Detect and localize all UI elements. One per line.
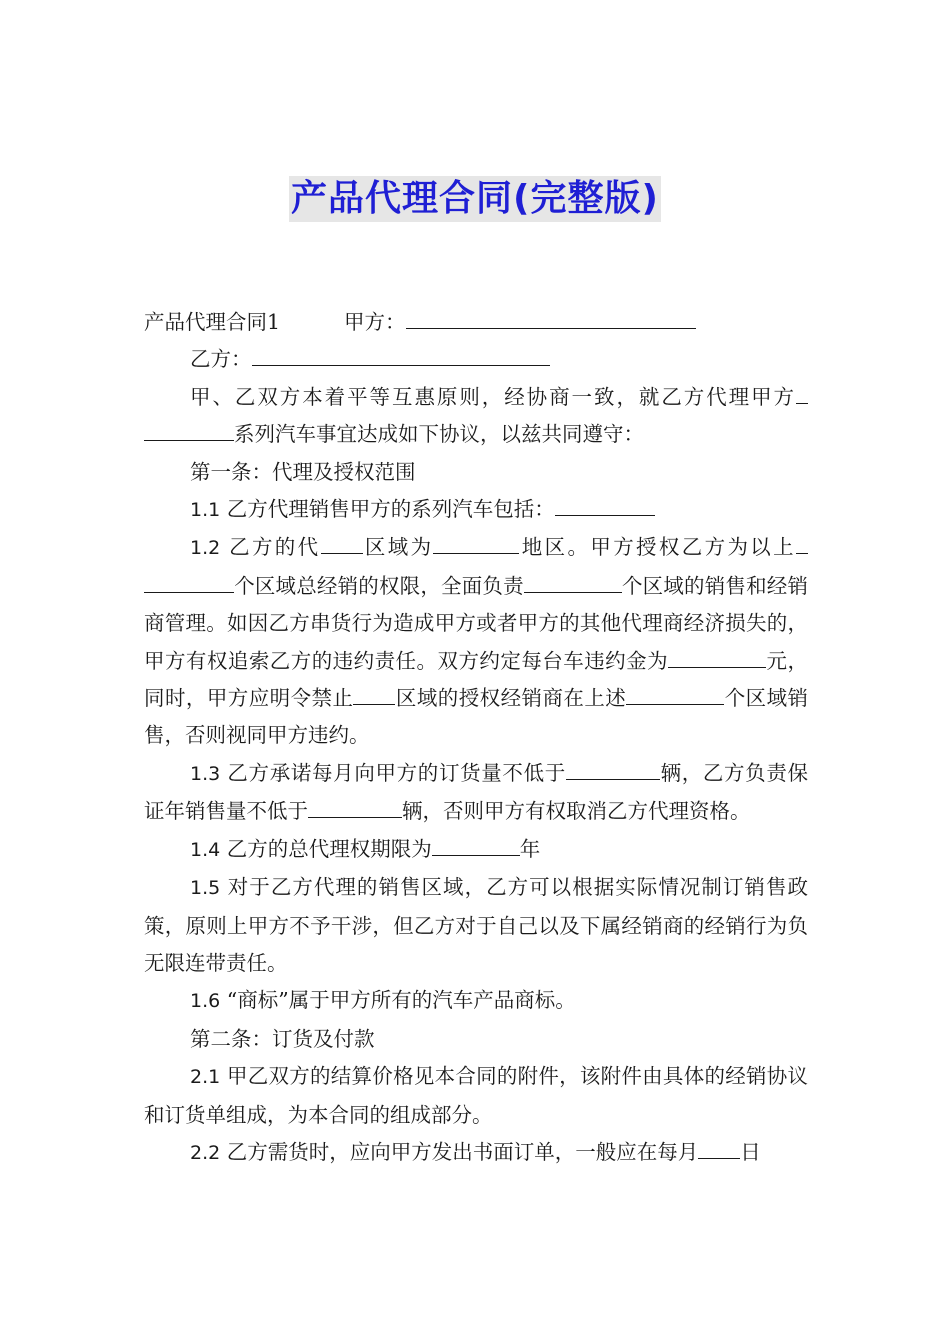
clause-number: 1.6 xyxy=(190,990,221,1013)
clause-1-2-blank-7 xyxy=(626,703,724,705)
clause-text: 元，同时，甲方应明令禁止 xyxy=(144,648,809,711)
clause-text: 辆，乙方负责保证年销售量不低于 xyxy=(144,760,808,824)
party-b-blank xyxy=(252,364,550,366)
clause-1-2-blank-4 xyxy=(524,591,622,593)
clause-1-2-blank-6 xyxy=(353,703,395,705)
clause-number: 2.2 xyxy=(190,1141,221,1164)
party-b-line xyxy=(144,341,808,378)
clause-text: 乙方的总代理权期限为 xyxy=(226,836,432,861)
clause-number: 2.1 xyxy=(190,1066,221,1089)
clause-number: 1.5 xyxy=(190,877,221,900)
article-2-heading: 第二条：订货及付款 xyxy=(190,1026,375,1051)
clause-1-1-blank xyxy=(555,514,655,516)
clause-1-4-blank xyxy=(432,854,520,856)
clause-2-1 xyxy=(144,1058,808,1134)
clause-text: 个区域总经销的权限，全面负责 xyxy=(234,573,524,598)
clause-1-2 xyxy=(144,529,808,754)
clause-2-2-blank xyxy=(698,1157,740,1159)
clause-1-6 xyxy=(144,982,808,1020)
clause-number: 1.3 xyxy=(190,762,221,785)
clause-number: 1.4 xyxy=(190,838,221,861)
article-1-heading: 第一条：代理及授权范围 xyxy=(190,459,416,484)
clause-text: 个区域的销售和经销商管理。如因乙方串货行为造成甲方或者甲方的其他代理商经济损失的，甲方有权追索乙方的违约责任。双方约定每台车违约金为 xyxy=(144,573,808,673)
clause-1-3-blank-1 xyxy=(566,778,660,780)
intro-text-start: 甲、乙双方本着平等互惠原则，经协商一致，就乙方代理甲方 xyxy=(190,384,796,409)
clause-text: 对于乙方代理的销售区域，乙方可以根据实际情况制订销售政策，原则上甲方不予干涉，但乙方对于自己以及下属经销商的经销行为负无限连带责任。 xyxy=(144,875,808,975)
clause-1-2-blank-5 xyxy=(668,666,766,668)
intro-blank-a xyxy=(796,402,808,404)
clause-text: 甲乙双方的结算价格见本合同的附件，该附件由具体的经销协议和订货单组成，为本合同的组成部分。 xyxy=(144,1064,808,1127)
clause-text: 乙方承诺每月向甲方的订货量不低于 xyxy=(227,760,566,785)
clause-1-1 xyxy=(144,491,808,529)
clause-text: 乙方代理销售甲方的系列汽车包括： xyxy=(226,497,555,522)
contract-name: 产品代理合同1 xyxy=(144,310,281,334)
clause-text: 辆，否则甲方有权取消乙方代理资格。 xyxy=(402,799,751,824)
clause-number: 1.1 xyxy=(190,499,221,522)
clause-2-2 xyxy=(144,1134,808,1172)
clause-1-2-blank-1 xyxy=(321,552,363,554)
clause-1-4 xyxy=(144,831,808,869)
clause-text: 年 xyxy=(519,836,541,861)
intro-blank-b xyxy=(144,439,234,441)
clause-1-3 xyxy=(144,755,808,831)
party-b-label: 乙方： xyxy=(190,347,252,372)
party-a-label: 甲方： xyxy=(344,310,406,334)
party-a-line xyxy=(144,304,808,341)
intro-text-end: 系列汽车事宜达成如下协议，以兹共同遵守： xyxy=(234,422,644,447)
clause-1-5 xyxy=(144,869,808,982)
clause-text: 日 xyxy=(740,1139,761,1164)
clause-text: 乙方的代 xyxy=(229,535,321,560)
clause-number: 1.2 xyxy=(190,537,221,560)
intro-paragraph xyxy=(144,379,808,454)
clause-text: 区域为 xyxy=(362,535,434,560)
clause-text: 个区域销售，否则视同甲方违约。 xyxy=(144,686,809,748)
document-title: 产品代理合同(完整版) xyxy=(289,176,661,222)
document-body xyxy=(144,304,808,1172)
clause-1-3-blank-2 xyxy=(308,816,402,818)
clause-text: 乙方需货时，应向甲方发出书面订单，一般应在每月 xyxy=(226,1139,699,1164)
clause-1-2-blank-3b xyxy=(144,591,234,593)
clause-text: “商标”属于甲方所有的汽车产品商标。 xyxy=(226,988,576,1013)
clause-text: 区域的授权经销商在上述 xyxy=(395,686,627,711)
party-a-blank xyxy=(406,327,696,329)
title-container xyxy=(0,176,950,222)
clause-1-2-blank-2 xyxy=(433,552,519,554)
clause-text: 地区。甲方授权乙方为以上 xyxy=(519,535,797,560)
clause-1-2-blank-3a xyxy=(796,552,808,554)
